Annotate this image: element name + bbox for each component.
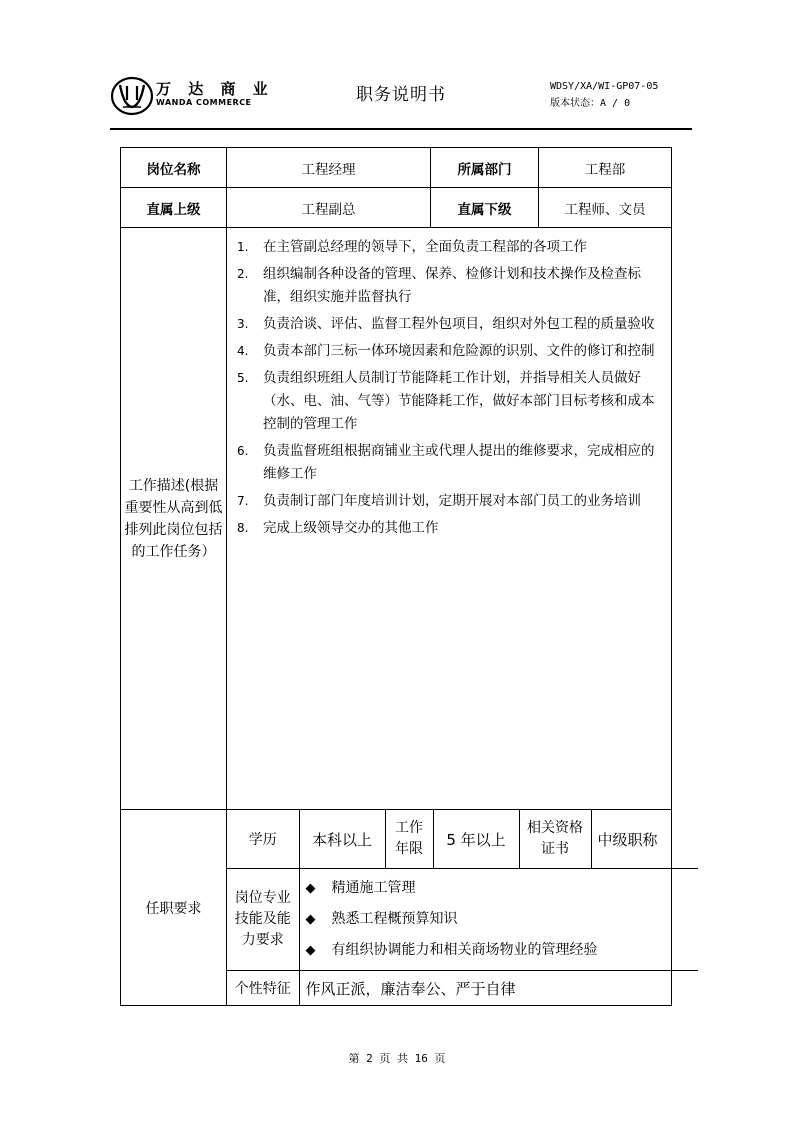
table-row [121, 810, 672, 1006]
duty-number: 7. [237, 494, 249, 508]
duty-number: 3. [237, 317, 249, 331]
duty-text: 完成上级领导交办的其他工作 [263, 520, 439, 536]
diamond-bullet-icon: ◆ [305, 881, 316, 896]
duties-label: 工作描述(根据重要性从高到低排列此岗位包括的工作任务） [121, 228, 227, 810]
personality-value: 作风正派，廉洁奉公、严于自律 [299, 971, 698, 1006]
department-value: 工程部 [539, 148, 672, 188]
duty-number: 2. [237, 267, 249, 281]
skill-text: 精通施工管理 [331, 880, 416, 896]
duty-text: 组织编制各种设备的管理、保养、检修计划和技术操作及检查标准，组织实施并监督执行 [263, 266, 641, 305]
diamond-bullet-icon: ◆ [305, 943, 316, 958]
list-item [237, 490, 665, 513]
position-name-label: 岗位名称 [121, 148, 227, 188]
duty-text: 负责制订部门年度培训计划，定期开展对本部门员工的业务培训 [263, 493, 641, 509]
years-label: 工作年限 [385, 810, 433, 869]
wanda-logo-icon [110, 76, 154, 116]
table-row [121, 228, 672, 810]
skills-list [300, 873, 699, 966]
list-item [306, 935, 699, 966]
duty-number: 6. [237, 444, 249, 458]
table-row [121, 148, 672, 188]
table-row [227, 869, 698, 971]
duty-text: 在主管副总经理的领导下，全面负责工程部的各项工作 [263, 239, 587, 255]
skill-text: 熟悉工程概预算知识 [331, 911, 458, 927]
company-name-en: WANDA COMMERCE [156, 98, 252, 107]
duties-list [227, 236, 671, 540]
years-value: 5 年以上 [433, 810, 519, 869]
education-label: 学历 [227, 810, 299, 869]
position-name-value: 工程经理 [227, 148, 431, 188]
duty-text: 负责组织班组人员制订节能降耗工作计划，并指导相关人员做好（水、电、油、气等）节能降耗工作，做好本部门目标考核和成本控制的管理工作 [263, 370, 655, 432]
company-name-cn: 万 达 商 业 [156, 80, 274, 98]
supervisor-value: 工程副总 [227, 188, 431, 228]
supervisor-label: 直属上级 [121, 188, 227, 228]
diamond-bullet-icon: ◆ [305, 912, 316, 927]
list-item [237, 236, 665, 259]
page-number: 第 2 页 共 16 页 [348, 1052, 446, 1065]
skills-cell [299, 869, 698, 971]
list-item [306, 873, 699, 904]
requirements-table [227, 810, 698, 1005]
list-item [237, 367, 665, 436]
document-code-block [550, 78, 658, 112]
document-header [110, 74, 692, 130]
subordinate-label: 直属下级 [431, 188, 539, 228]
document-code: WDSY/XA/WI-GP07-05 [550, 81, 659, 92]
personality-label: 个性特征 [227, 971, 299, 1006]
duty-number: 1. [237, 240, 249, 254]
table-row [121, 188, 672, 228]
certificate-value: 中级职称 [591, 810, 698, 869]
certificate-label: 相关资格证书 [519, 810, 591, 869]
version-status: 版本状态：A / 0 [550, 98, 631, 109]
duty-number: 5. [237, 371, 249, 385]
job-description-table [120, 147, 672, 1006]
subordinate-value: 工程师、文员 [539, 188, 672, 228]
skill-text: 有组织协调能力和相关商场物业的管理经验 [331, 942, 598, 958]
requirements-label: 任职要求 [121, 810, 227, 1006]
list-item [237, 313, 665, 336]
duty-text: 负责监督班组根据商铺业主或代理人提出的维修要求，完成相应的维修工作 [263, 443, 655, 482]
document-title: 职务说明书 [356, 85, 446, 105]
list-item [237, 263, 665, 309]
list-item [237, 340, 665, 363]
table-row [227, 810, 698, 869]
table-row [227, 971, 698, 1006]
list-item [306, 904, 699, 935]
duty-text: 负责洽谈、评估、监督工程外包项目，组织对外包工程的质量验收 [263, 316, 655, 332]
department-label: 所属部门 [431, 148, 539, 188]
duty-number: 4. [237, 344, 249, 358]
education-value: 本科以上 [299, 810, 385, 869]
header-divider [110, 128, 692, 130]
requirements-cell [227, 810, 672, 1006]
list-item [237, 517, 665, 540]
skills-label: 岗位专业技能及能力要求 [227, 869, 299, 971]
duty-text: 负责本部门三标一体环境因素和危险源的识别、文件的修订和控制 [263, 343, 655, 359]
list-item [237, 440, 665, 486]
duty-number: 8. [237, 521, 249, 535]
duties-cell [227, 228, 672, 810]
